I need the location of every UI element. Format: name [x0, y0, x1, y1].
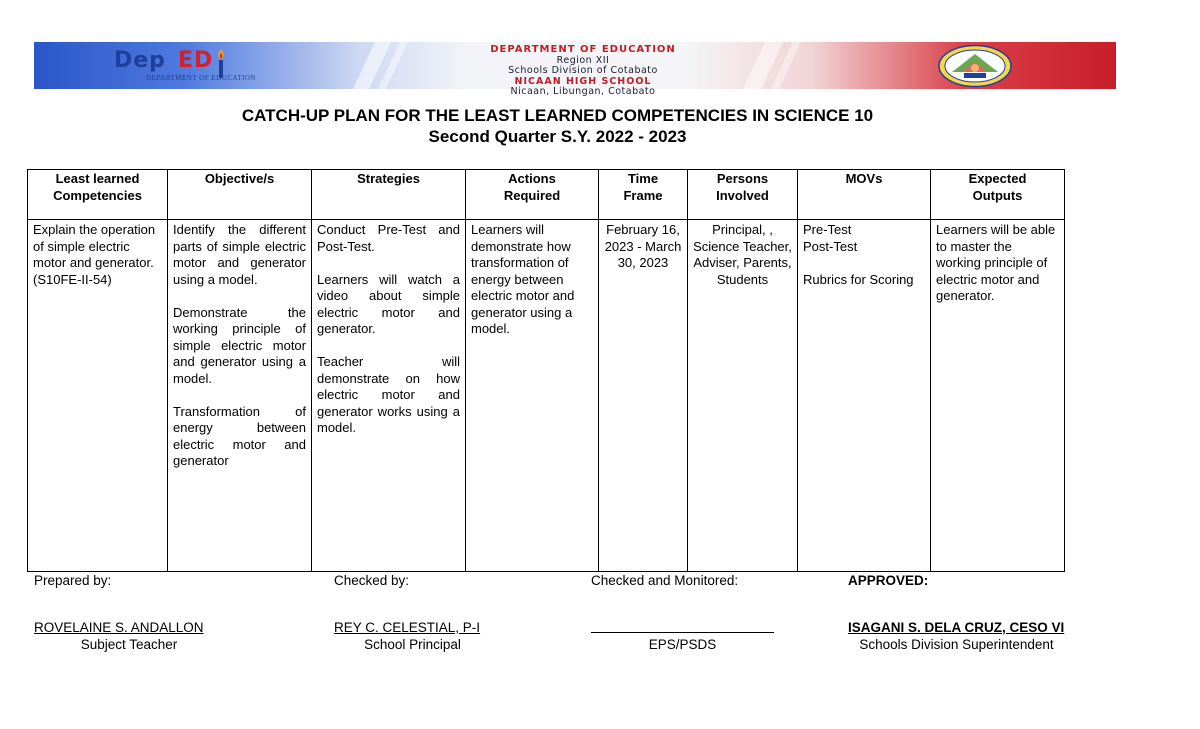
checked-monitored-label: Checked and Monitored: — [591, 573, 739, 588]
cell-competency: Explain the operation of simple electric motor and generator. (S10FE-II-54) — [28, 220, 168, 572]
school-name: NICAAN HIGH SCHOOL — [514, 75, 652, 87]
deped-logo — [106, 49, 296, 85]
cell-persons: Principal, , Science Teacher, Adviser, Parents, Students — [688, 220, 798, 572]
header-actions: Actions Required — [466, 170, 599, 220]
header-banner — [34, 42, 1116, 97]
page-subtitle: Second Quarter S.Y. 2022 - 2023 — [428, 127, 687, 146]
cell-outputs: Learners will be able to master the working principle of electric motor and generator. — [931, 220, 1065, 572]
deped-logo-text: Dep ED — [114, 48, 214, 73]
school-heading — [428, 45, 738, 98]
cell-time-frame: February 16, 2023 - March 30, 2023 — [599, 220, 688, 572]
header-outputs: Expected Outputs — [931, 170, 1065, 220]
deped-logo-subtitle: DEPARTMENT OF EDUCATION — [146, 74, 256, 82]
department-name: DEPARTMENT OF EDUCATION — [490, 44, 676, 55]
cell-movs: Pre-Test Post-Test Rubrics for Scoring — [798, 220, 931, 572]
header-time-frame: Time Frame — [599, 170, 688, 220]
teacher-role: Subject Teacher — [80, 637, 178, 652]
superintendent-role: Schools Division Superintendent — [859, 637, 1054, 652]
page-title: CATCH-UP PLAN FOR THE LEAST LEARNED COMPETENCIES IN SCIENCE 10 — [241, 106, 874, 125]
header-movs: MOVs — [798, 170, 931, 220]
catch-up-plan-table — [27, 169, 1065, 572]
header-competencies: Least learned Competencies — [28, 170, 168, 220]
principal-name: REY C. CELESTIAL, P-I — [334, 620, 481, 635]
cell-strategies: Conduct Pre-Test and Post-Test. Learners will watch a video about simple electric motor and generator. Teacher will demonstrate on how electric motor and generator works using a model. — [312, 220, 466, 572]
table-row — [28, 220, 1065, 572]
header-strategies: Strategies — [312, 170, 466, 220]
principal-role: School Principal — [364, 637, 461, 652]
superintendent-name: ISAGANI S. DELA CRUZ, CESO VI — [848, 620, 1065, 635]
prepared-by-label: Prepared by: — [34, 573, 112, 588]
header-objectives: Objective/s — [168, 170, 312, 220]
eps-signature-line — [591, 632, 774, 633]
approved-label: APPROVED: — [848, 573, 929, 588]
eps-role: EPS/PSDS — [648, 637, 717, 652]
cell-objectives: Identify the different parts of simple electric motor and generator using a model. Demonstrate the working principle of simple electric motor and generator using a model. Transformation of energy between electric motor and generator — [168, 220, 312, 572]
cell-actions: Learners will demonstrate how transformation of energy between electric motor and generator using a model. — [466, 220, 599, 572]
school-address: Nicaan, Libungan, Cotabato — [510, 86, 656, 97]
checked-by-label: Checked by: — [334, 573, 410, 588]
header-persons: Persons Involved — [688, 170, 798, 220]
table-header-row — [28, 170, 1065, 220]
teacher-name: ROVELAINE S. ANDALLON — [34, 620, 204, 635]
division-name: Schools Division of Cotabato — [508, 65, 658, 76]
region-name: Region XII — [556, 54, 610, 66]
school-seal-icon — [938, 45, 1012, 87]
